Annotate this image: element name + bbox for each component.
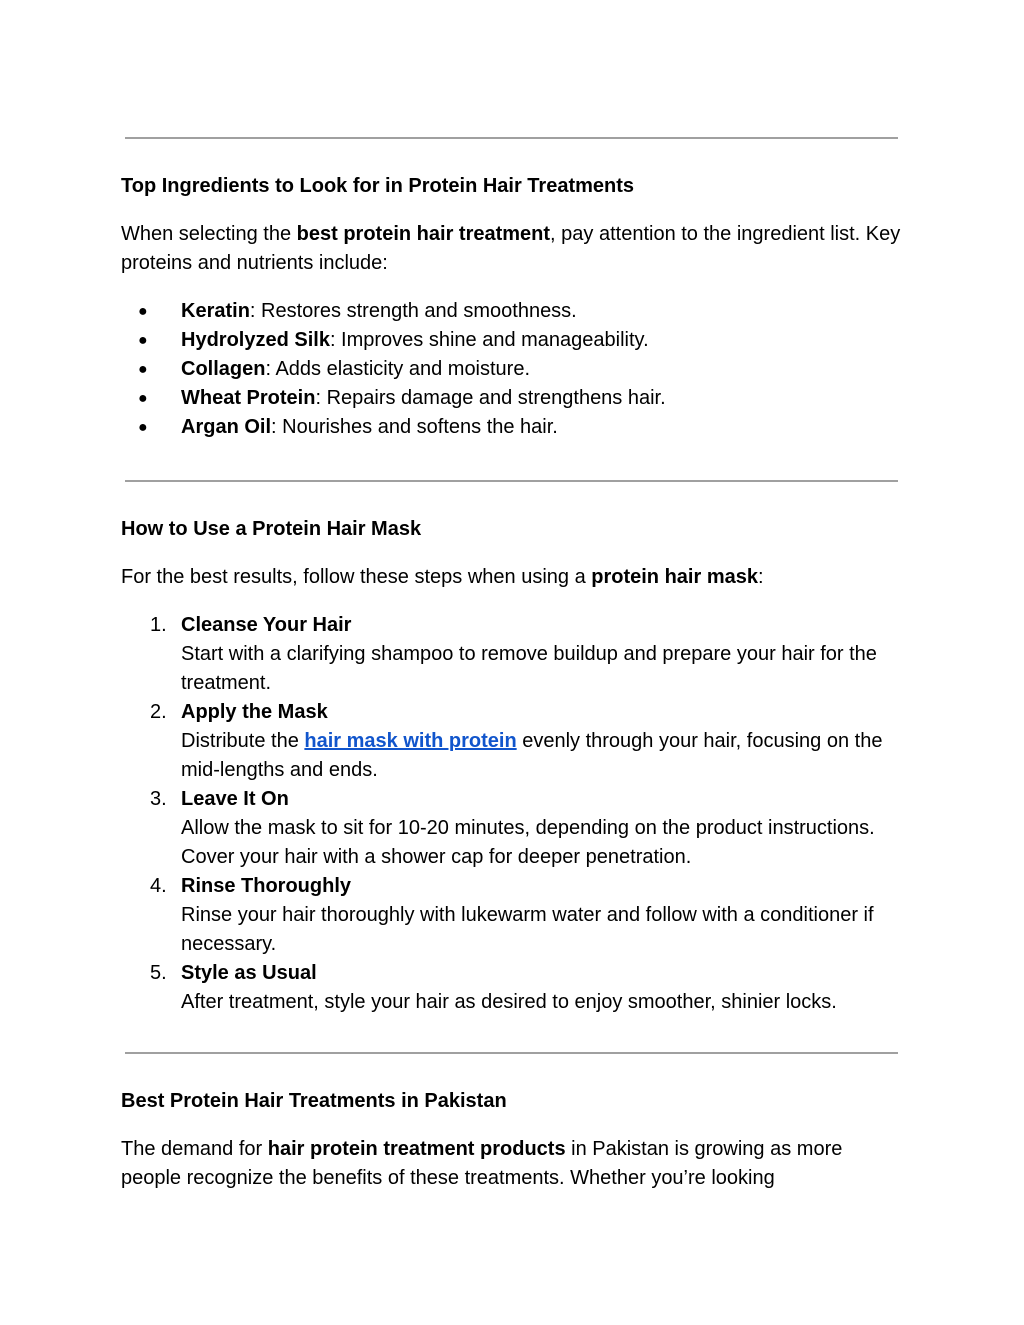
ingredients-list: [121, 297, 911, 442]
step-title: Style as Usual: [181, 962, 317, 984]
divider-top: [125, 137, 898, 139]
list-item: [121, 297, 911, 326]
step-number: 1.: [150, 614, 167, 636]
ingredient-desc: : Adds elasticity and moisture.: [265, 358, 531, 380]
hair-mask-link[interactable]: hair mask with protein: [304, 730, 517, 752]
step-title: Apply the Mask: [181, 701, 328, 723]
step-number: 2.: [150, 701, 167, 723]
ingredients-intro: [121, 220, 911, 278]
ingredient-desc: : Nourishes and softens the hair.: [271, 416, 558, 438]
step-number: 5.: [150, 962, 167, 984]
section-heading-how-to-use: How to Use a Protein Hair Mask: [121, 518, 422, 540]
ingredient-term: Hydrolyzed Silk: [181, 329, 330, 351]
step-text-part: Distribute the: [181, 730, 305, 752]
step-number: 3.: [150, 788, 167, 810]
intro-text: , pay attention to the ingredient list. Key proteins and nutrients include:: [121, 223, 901, 274]
step-text-part: evenly through your hair, focusing on the mid-lengths and ends.: [181, 730, 883, 781]
pakistan-intro: [121, 1135, 901, 1193]
step-number: 4.: [150, 875, 167, 897]
divider-bottom: [125, 1052, 898, 1054]
list-item: [121, 355, 911, 384]
list-item: [121, 698, 911, 785]
bullet-icon: ●: [138, 303, 148, 320]
list-item: [121, 872, 911, 959]
ingredient-term: Keratin: [181, 300, 250, 322]
how-to-intro: [121, 563, 911, 592]
intro-bold-keyword: hair protein treatment products: [267, 1138, 566, 1160]
step-title: Leave It On: [181, 788, 289, 810]
step-title: Rinse Thoroughly: [181, 875, 351, 897]
intro-text: For the best results, follow these steps when using a: [121, 566, 592, 588]
intro-bold-keyword: best protein hair treatment: [296, 223, 551, 245]
list-item: [121, 785, 911, 872]
intro-text: The demand for: [121, 1138, 268, 1160]
ingredient-desc: : Restores strength and smoothness.: [249, 300, 577, 322]
ingredient-term: Argan Oil: [181, 416, 272, 438]
intro-bold-keyword: protein hair mask: [591, 566, 758, 588]
list-item: [121, 959, 911, 1017]
ingredient-term: Collagen: [181, 358, 266, 380]
section-heading-pakistan: Best Protein Hair Treatments in Pakistan: [121, 1090, 507, 1112]
step-text: Rinse your hair thoroughly with lukewarm water and follow with a conditioner if necessary.: [181, 904, 874, 955]
list-item: [121, 326, 911, 355]
list-item: [121, 611, 911, 698]
list-item: [121, 384, 911, 413]
step-title: Cleanse Your Hair: [181, 614, 352, 636]
bullet-icon: ●: [138, 390, 148, 407]
step-text: Allow the mask to sit for 10-20 minutes, depending on the product instructions. Cover your hair with a shower cap for deeper penetration.: [181, 817, 875, 868]
step-text: [181, 727, 911, 785]
bullet-icon: ●: [138, 332, 148, 349]
step-text: Start with a clarifying shampoo to remove buildup and prepare your hair for the treatment.: [181, 643, 877, 694]
intro-text: in Pakistan is growing as more people recognize the benefits of these treatments. Whether you’re looking: [121, 1138, 843, 1189]
intro-text: :: [757, 566, 764, 588]
ingredient-term: Wheat Protein: [181, 387, 316, 409]
ingredient-desc: : Repairs damage and strengthens hair.: [315, 387, 666, 409]
divider-middle: [125, 480, 898, 482]
bullet-icon: ●: [138, 361, 148, 378]
ingredient-desc: : Improves shine and manageability.: [329, 329, 649, 351]
intro-text: When selecting the: [121, 223, 297, 245]
section-heading-ingredients: Top Ingredients to Look for in Protein Hair Treatments: [121, 175, 635, 197]
bullet-icon: ●: [138, 419, 148, 436]
steps-list: [121, 611, 911, 1017]
step-text: After treatment, style your hair as desired to enjoy smoother, shinier locks.: [181, 991, 837, 1013]
list-item: [121, 413, 911, 442]
